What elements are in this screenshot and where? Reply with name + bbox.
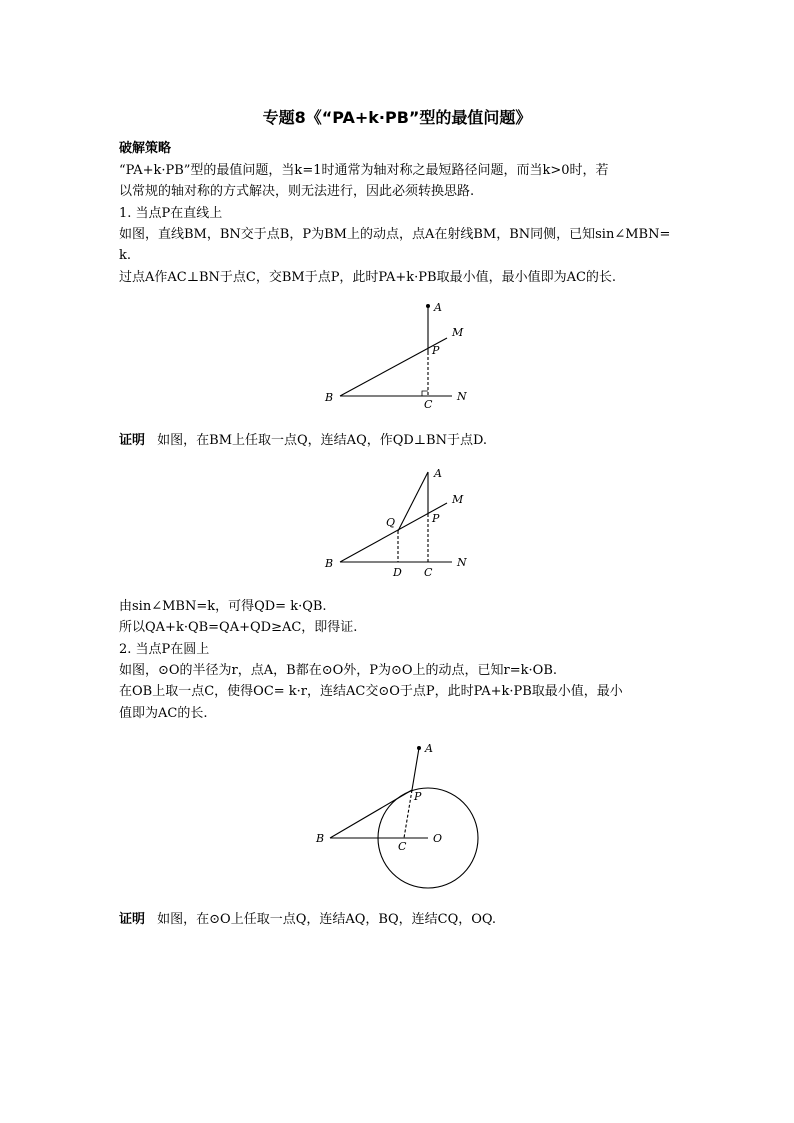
fig1-line-bm	[340, 338, 447, 396]
fig3-circle-o	[378, 788, 478, 888]
fig3-label-o: O	[433, 832, 443, 845]
fig1-right-angle-mark	[422, 391, 428, 396]
case1-proof	[119, 431, 487, 451]
fig2-label-c: C	[424, 566, 433, 579]
fig2-label-d: D	[393, 566, 402, 579]
case2-proof-label: 证明	[119, 912, 146, 927]
case2-proof-text: 如图，在⊙O上任取一点Q，连结AQ，BQ，连结CQ，OQ.	[157, 912, 497, 927]
fig3-label-c: C	[398, 840, 407, 853]
fig2-line-bm	[340, 503, 447, 562]
intro-line-1: “PA+k·PB”型的最值问题，当k=1时通常为轴对称之最短路径问题，而当k>0时，若	[119, 163, 609, 178]
case1-after-2: 所以QA+k·QB=QA+QD≥AC，即得证.	[119, 620, 358, 635]
case2-heading: 2. 当点P在圆上	[119, 642, 210, 657]
fig3-line-ap	[412, 748, 419, 790]
case1-after-1: 由sin∠MBN=k，可得QD= k·QB.	[119, 599, 327, 614]
fig2-label-p: P	[432, 512, 440, 525]
case2-desc-3: 值即为AC的长.	[119, 706, 208, 721]
fig1-point-a	[426, 304, 430, 308]
fig3-label-p: P	[414, 790, 422, 803]
intro-line-2: 以常规的轴对称的方式解决，则无法进行，因此必须转换思路.	[119, 184, 475, 199]
fig2-label-q: Q	[386, 516, 396, 529]
section-heading: 破解策略	[119, 141, 172, 156]
fig2-label-m: M	[452, 493, 464, 506]
case1-proof-label: 证明	[119, 433, 146, 448]
case2-desc-1: 如图，⊙O的半径为r，点A，B都在⊙O外，P为⊙O上的动点，已知r=k·OB.	[119, 663, 558, 678]
case1-proof-text: 如图，在BM上任取一点Q，连结AQ，作QD⊥BN于点D.	[157, 433, 488, 448]
fig3-line-bp	[330, 790, 412, 838]
fig1-label-a: A	[434, 301, 442, 314]
fig1-label-m: M	[452, 326, 464, 339]
case1-desc-3: 过点A作AC⊥BN于点C，交BM于点P，此时PA+k·PB取最小值，最小值即为AC的长.	[119, 270, 617, 285]
fig3-label-b: B	[316, 832, 325, 845]
case1-desc-1: 如图，直线BM，BN交于点B，P为BM上的动点，点A在射线BM，BN同侧，已知sin∠MBN=	[119, 227, 671, 242]
case2-desc-2: 在OB上取一点C，使得OC= k·r，连结AC交⊙O于点P，此时PA+k·PB取最小值，最小	[119, 684, 623, 699]
case2-proof	[119, 910, 496, 930]
fig2-label-n: N	[457, 556, 467, 569]
case1-desc-2: k.	[119, 248, 132, 263]
fig1-label-b: B	[325, 391, 334, 404]
fig1-label-c: C	[424, 398, 433, 411]
fig3-dashed-pc	[404, 790, 412, 838]
fig1-label-p: P	[432, 344, 440, 357]
fig3-label-a: A	[425, 742, 433, 755]
fig2-line-aq	[398, 472, 428, 531]
case1-heading: 1. 当点P在直线上	[119, 206, 223, 221]
fig1-label-n: N	[457, 390, 467, 403]
page-title: 专题8《“PA+k·PB”型的最值问题》	[262, 108, 532, 127]
fig2-label-a: A	[434, 467, 442, 480]
fig3-point-a	[417, 746, 421, 750]
fig2-label-b: B	[325, 557, 334, 570]
